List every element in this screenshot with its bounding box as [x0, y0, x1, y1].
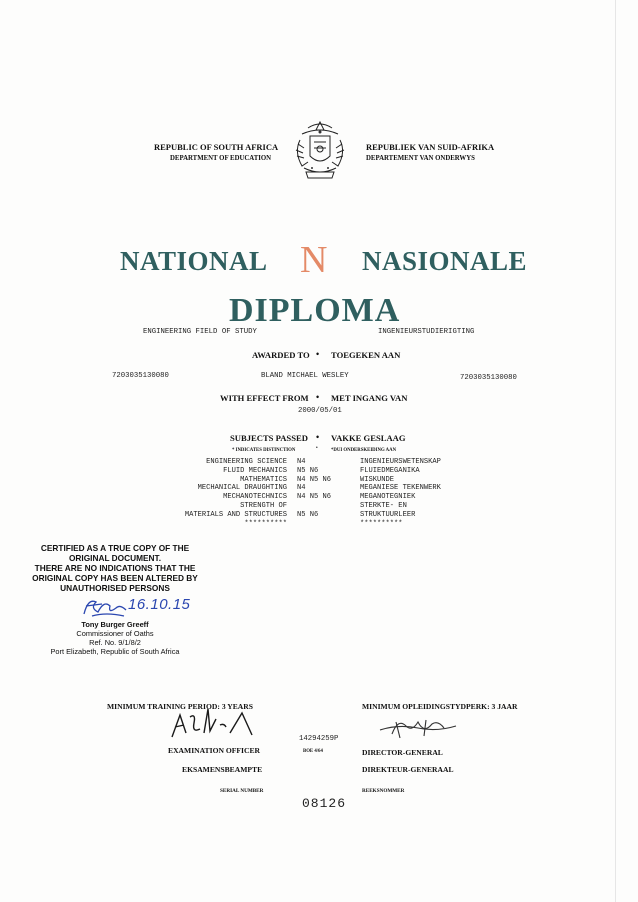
subjects-afrikaans-list: INGENIEURSWETENSKAP FLUIEDMEGANIKA WISKUNDE MEGANIESE TEKENWERK MEGANOTEGNIEK STERKTE- EN STRUKTUURLEER ********** [360, 458, 441, 528]
title-national: NATIONAL [120, 246, 268, 276]
certifier-signature-icon [80, 594, 130, 620]
distinction-separator: • [316, 446, 318, 451]
effect-from-label: WITH EFFECT FROM [220, 393, 309, 403]
reeksnommer-label: REEKSNOMMER [362, 788, 405, 794]
director-signature-icon [378, 714, 458, 740]
cert-line4: ORIGINAL COPY HAS BEEN ALTERED BY [32, 573, 198, 583]
commissioner-ref: Ref. No. 9/1/8/2 [89, 638, 141, 647]
subjects-levels-list: N4 N5 N6 N4 N5 N6 N4 N4 N5 N6 N5 N6 [297, 458, 332, 519]
header-left-line2: DEPARTMENT OF EDUCATION [170, 155, 272, 162]
serial-number: 08126 [302, 796, 347, 811]
min-training-af: MINIMUM OPLEIDINGSTYDPERK: 3 JAAR [362, 702, 518, 711]
header-right-line2: DEPARTEMENT VAN ONDERWYS [366, 155, 475, 162]
commissioner-block [20, 620, 210, 656]
boe-code: BOE 4/64 [303, 749, 323, 754]
field-of-study-af: INGENIEURSTUDIERIGTING [378, 328, 475, 336]
recipient-name: BLAND MICHAEL WESLEY [261, 372, 349, 380]
commissioner-role: Commissioner of Oaths [76, 629, 154, 638]
direkteur-generaal-label: DIREKTEUR-GENERAAL [362, 765, 454, 774]
certification-stamp [20, 543, 210, 593]
distinction-note: * INDICATES DISTINCTION [232, 448, 296, 453]
toegeken-label: TOEGEKEN AAN [331, 350, 401, 360]
subjects-english-list: ENGINEERING SCIENCE FLUID MECHANICS MATHEMATICS MECHANICAL DRAUGHTING MECHANOTECHNICS STRENGTH OF MATERIALS AND STRUCTURES ********** [184, 458, 287, 528]
certification-date: 16.10.15 [128, 596, 191, 613]
min-training-en: MINIMUM TRAINING PERIOD: 3 YEARS [107, 702, 253, 711]
cert-line1: CERTIFIED AS A TRUE COPY OF THE [40, 543, 190, 553]
cert-line3: THERE ARE NO INDICATIONS THAT THE [34, 563, 196, 573]
cert-line5: UNAUTHORISED PERSONS [60, 583, 170, 593]
onderskeiding-note: *DUI ONDERSKEIDING AAN [331, 448, 397, 453]
title-nasionale: NASIONALE [362, 246, 528, 276]
exam-officer-label: EXAMINATION OFFICER [168, 746, 261, 755]
effect-separator: • [316, 392, 320, 402]
title-n-letter: N [300, 239, 328, 281]
eksamensbeampte-label: EKSAMENSBEAMPTE [182, 765, 263, 774]
awarded-separator: • [316, 349, 320, 359]
field-of-study-en: ENGINEERING FIELD OF STUDY [143, 328, 257, 336]
commissioner-name: Tony Burger Greeff [81, 620, 149, 629]
serial-number-label: SERIAL NUMBER [220, 788, 264, 794]
title-diploma: DIPLOMA [229, 292, 401, 329]
document-code: 14294259P [299, 735, 339, 743]
id-number-right: 7203035130080 [460, 374, 517, 382]
cert-line2: ORIGINAL DOCUMENT. [68, 553, 162, 563]
effective-date: 2000/05/01 [298, 407, 342, 415]
subjects-passed-label: SUBJECTS PASSED [230, 433, 308, 443]
director-general-label: DIRECTOR-GENERAL [362, 748, 443, 757]
exam-officer-signature-icon [164, 703, 270, 743]
page-edge [615, 0, 616, 902]
ingang-label: MET INGANG VAN [331, 393, 408, 403]
commissioner-location: Port Elizabeth, Republic of South Africa [50, 647, 180, 656]
subjects-separator: • [316, 432, 320, 442]
coat-of-arms-icon [290, 118, 350, 184]
vakke-label: VAKKE GESLAAG [331, 433, 406, 443]
awarded-to-label: AWARDED TO [252, 350, 310, 360]
header-left-line1: REPUBLIC OF SOUTH AFRICA [154, 142, 279, 152]
header-right-line1: REPUBLIEK VAN SUID-AFRIKA [366, 142, 495, 152]
id-number-left: 7203035130080 [112, 372, 169, 380]
